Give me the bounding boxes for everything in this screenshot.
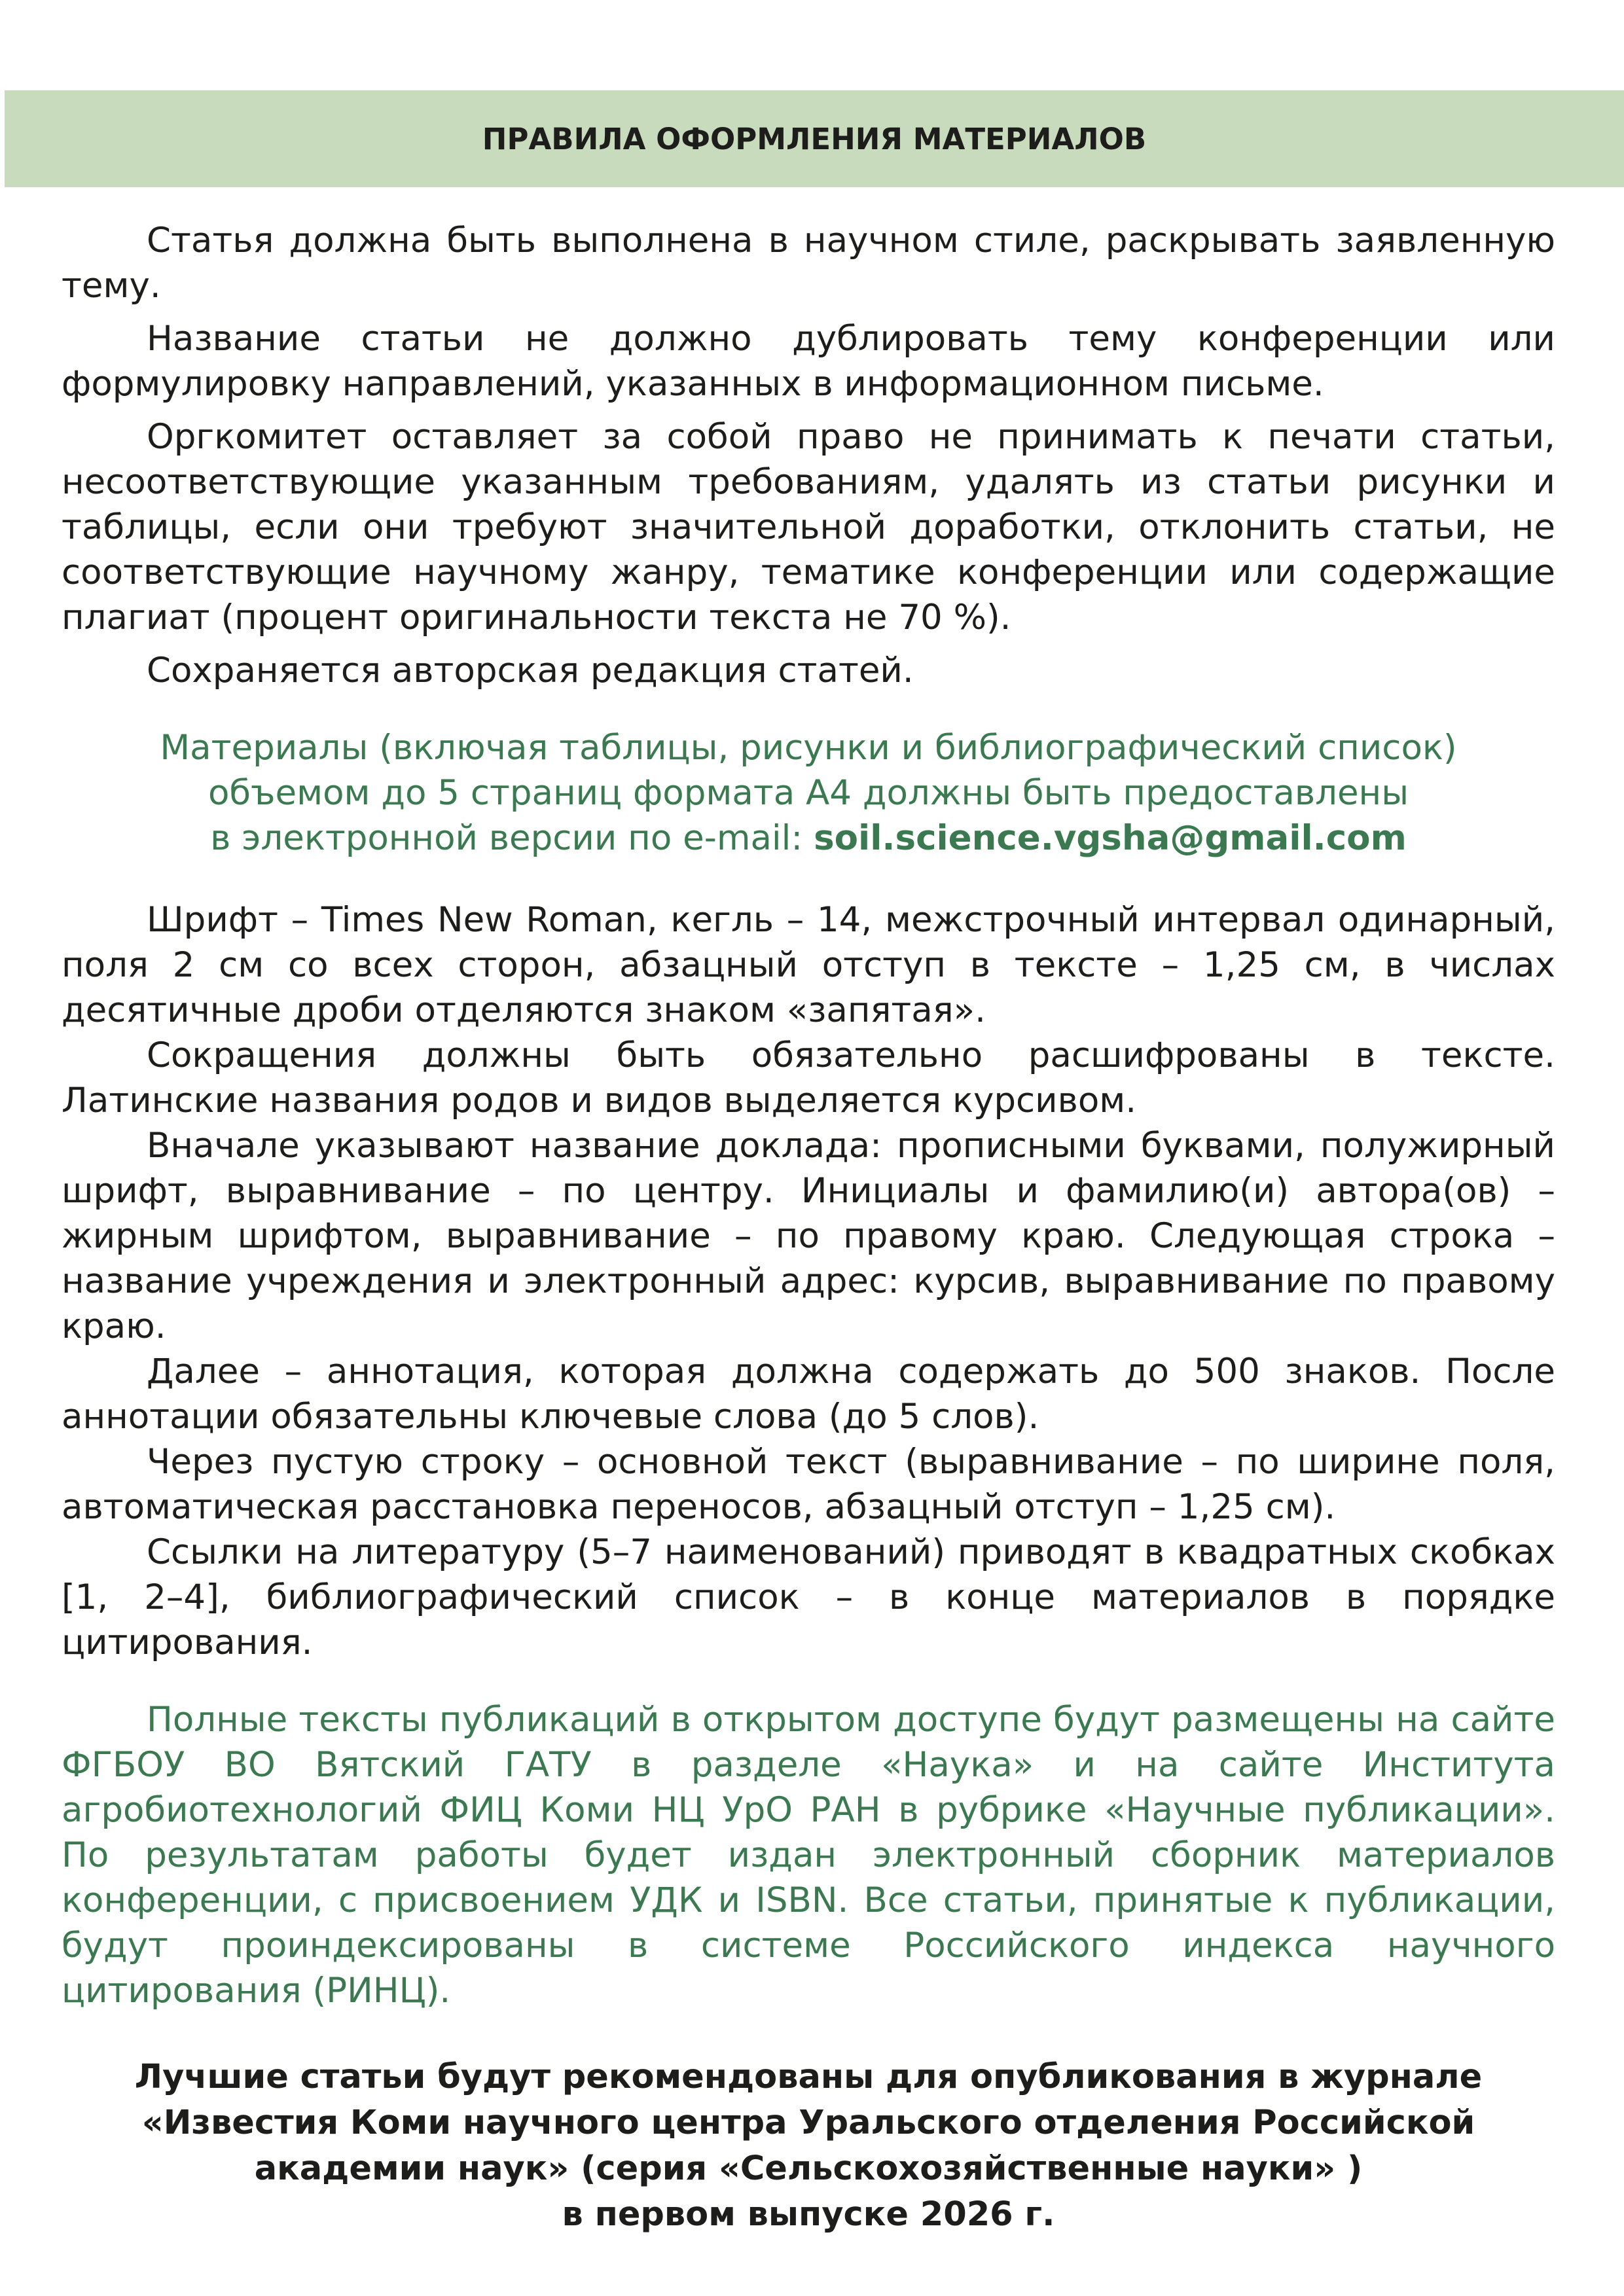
- publication-note-section: [62, 1697, 1555, 2013]
- page-title: ПРАВИЛА ОФОРМЛЕНИЯ МАТЕРИАЛОВ: [482, 121, 1147, 156]
- requirement-paragraph: Оргкомитет оставляет за собой право не принимать к печати статьи, несоответствующие указанным требованиям, удалять из статьи рисунки и таблицы, если они требуют значительной доработки, отклонить статьи, не соответствующие научному жанру, тематике конференции или содержащие плагиат (процент оригинальности текста не 70 %).: [62, 417, 1555, 637]
- rule-paragraph: Шрифт – Times New Roman, кегль – 14, межстрочный интервал одинарный, поля 2 см со всех сторон, абзацный отступ в тексте – 1,25 см, в числах десятичные дроби отделяются знаком «запятая».: [62, 900, 1555, 1030]
- submission-email: soil.science.vgsha@gmail.com: [814, 818, 1407, 858]
- rule-paragraph: Сокращения должны быть обязательно расшифрованы в тексте. Латинские названия родов и видов выделяется курсивом.: [62, 1035, 1555, 1121]
- requirement-paragraph: Статья должна быть выполнена в научном стиле, раскрывать заявленную тему.: [62, 221, 1555, 306]
- submission-info: [62, 725, 1555, 861]
- submission-line: Материалы (включая таблицы, рисунки и библиографический список): [160, 728, 1457, 768]
- title-band: [5, 90, 1624, 187]
- recommendation-line: в первом выпуске 2026 г.: [562, 2195, 1055, 2234]
- document-body: [62, 218, 1555, 2238]
- requirement-paragraph: Сохраняется авторская редакция статей.: [147, 651, 914, 691]
- rule-paragraph: Ссылки на литературу (5–7 наименований) приводят в квадратных скобках [1, 2–4], библиографический список – в конце материалов в порядке цитирования.: [62, 1532, 1555, 1662]
- general-requirements: [62, 218, 1555, 693]
- recommendation-line: академии наук» (серия «Сельскохозяйственные науки» ): [254, 2149, 1363, 2188]
- formatting-rules: [62, 897, 1555, 1665]
- rule-paragraph: Далее – аннотация, которая должна содержать до 500 знаков. После аннотации обязательны ключевые слова (до 5 слов).: [62, 1352, 1555, 1437]
- publication-note: Полные тексты публикаций в открытом доступе будут размещены на сайте ФГБОУ ВО Вятский ГАТУ в разделе «Наука» и на сайте Института агробиотехнологий ФИЦ Коми НЦ УрО РАН в рубрике «Научные публикации». По результатам работы будет издан электронный сборник материалов конференции, с присвоением УДК и ISBN. Все статьи, принятые к публикации, будут проиндексированы в системе Российского индекса научного цитирования (РИНЦ).: [62, 1700, 1555, 2011]
- recommendation-line: «Известия Коми научного центра Уральского отделения Российской: [141, 2104, 1475, 2142]
- submission-line: объемом до 5 страниц формата А4 должны быть предоставлены: [208, 773, 1409, 813]
- recommendation-line: Лучшие статьи будут рекомендованы для опубликования в журнале: [134, 2058, 1483, 2096]
- submission-email-prefix: в электронной версии по e-mail:: [210, 818, 814, 858]
- rule-paragraph: Через пустую строку – основной текст (выравнивание – по ширине поля, автоматическая расстановка переносов, абзацный отступ – 1,25 см).: [62, 1442, 1555, 1527]
- submission-email-line: [62, 816, 1555, 861]
- journal-recommendation: [62, 2054, 1555, 2238]
- requirement-paragraph: Название статьи не должно дублировать тему конференции или формулировку направлений, указанных в информационном письме.: [62, 319, 1555, 404]
- rule-paragraph: Вначале указывают название доклада: прописными буквами, полужирный шрифт, выравнивание – по центру. Инициалы и фамилию(и) автора(ов) – жирным шрифтом, выравнивание – по правому краю. Следующая строка – название учреждения и электронный адрес: курсив, выравнивание по правому краю.: [62, 1126, 1555, 1346]
